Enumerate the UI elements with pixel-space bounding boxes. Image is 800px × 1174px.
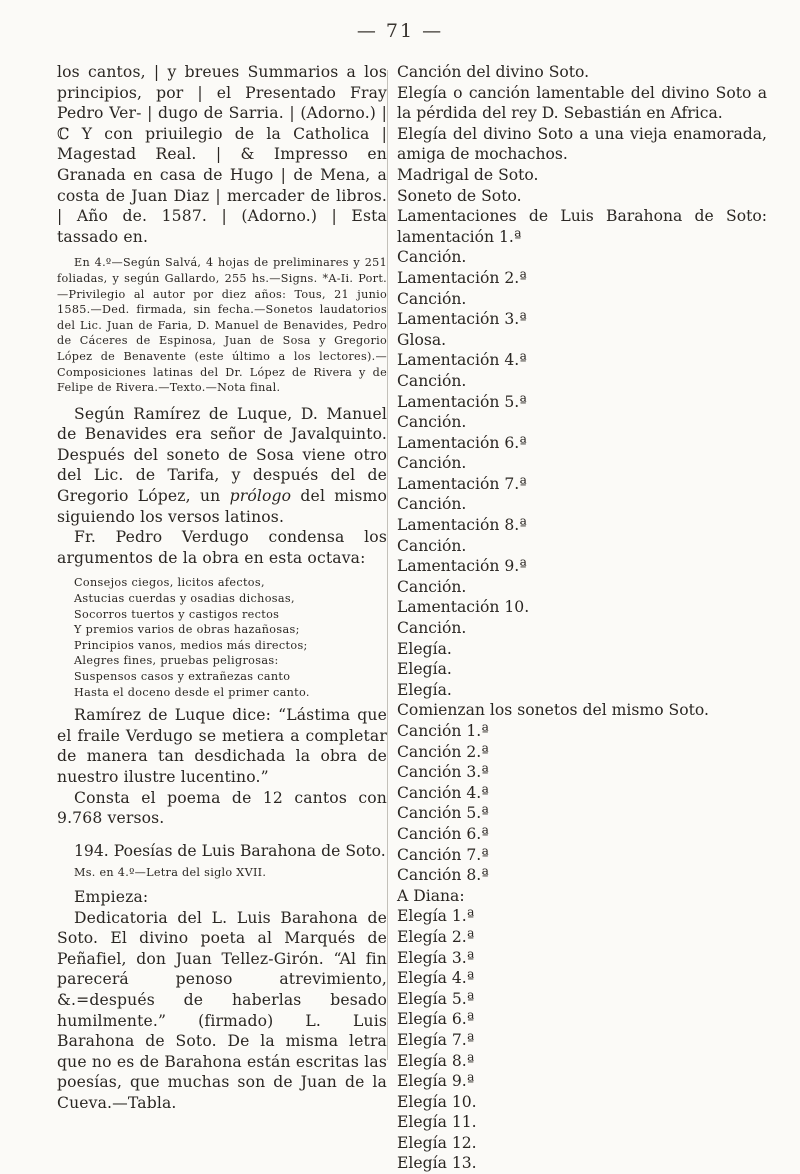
list-item: Canción. <box>397 454 467 473</box>
list-item: Elegía 1.ª <box>397 907 475 926</box>
right-column <box>397 62 767 1174</box>
list-item: Canción. <box>397 413 467 432</box>
verse-line: Astucias cuerdas y osadias dichosas, <box>74 592 295 606</box>
list-item: Canción 8.ª <box>397 866 489 885</box>
list-item: Elegía 4.ª <box>397 969 475 988</box>
paragraph-title-continuation: los cantos, | y breues Summarios a los principios, por | el Presentado Fray Pedro Ver- | dugo de Sarria. | (Adorno.) | ℂ Y con priuilegio de la Catholica | Magestad Real. | & Impresso en Granada en casa de Hugo | de Mena, a costa de Juan Diaz | mercader de libros. | Año de. 1587. | (Adorno.) | Esta tassado en. <box>57 63 387 246</box>
list-item: Elegía. <box>397 660 452 679</box>
list-item: Elegía del divino Soto a una vieja enamorada, amiga de mochachos. <box>397 124 767 164</box>
entry-heading <box>57 841 387 862</box>
list-item: Elegía 13. <box>397 1154 477 1173</box>
list-item: Canción 4.ª <box>397 783 489 802</box>
list-item: Canción. <box>397 371 467 390</box>
verse-line: Socorros tuertos y castigos rectos <box>74 607 280 621</box>
list-item: Elegía 3.ª <box>397 948 475 967</box>
list-item: Canción 2.ª <box>397 742 489 761</box>
list-item: Comienzan los sonetos del mismo Soto. <box>397 701 709 720</box>
entry-number: 194. <box>74 841 109 860</box>
entry-title: Poesías de Luis Barahona de Soto. <box>113 841 386 860</box>
list-item: A Diana: <box>397 886 465 905</box>
list-item: Lamentación 6.ª <box>397 433 527 452</box>
list-item: Elegía. <box>397 680 452 699</box>
list-item: Elegía 11. <box>397 1113 477 1132</box>
list-item: Canción 5.ª <box>397 804 489 823</box>
verse-line: Alegres fines, pruebas peligrosas: <box>74 654 279 668</box>
list-item: Canción 6.ª <box>397 824 489 843</box>
empieza-label: Empieza: <box>74 887 149 906</box>
left-column <box>57 62 387 1113</box>
list-item: Elegía 10. <box>397 1092 477 1111</box>
list-item: Lamentación 5.ª <box>397 392 527 411</box>
list-item: Canción. <box>397 577 467 596</box>
list-item: Canción. <box>397 248 467 267</box>
list-item: Elegía 5.ª <box>397 989 475 1008</box>
list-item: Glosa. <box>397 330 447 349</box>
list-item: Madrigal de Soto. <box>397 165 539 184</box>
list-item: Lamentaciones de Luis Barahona de Soto: lamentación 1.ª <box>397 207 767 246</box>
list-item: Canción 1.ª <box>397 722 489 740</box>
list-item: Elegía 9.ª <box>397 1072 475 1091</box>
paragraph-lastima: Ramírez de Luque dice: “Lástima que el fraile Verdugo se metiera a completar de manera tan desdichada la obra de nuestro ilustre lucentino.” <box>57 706 387 786</box>
paragraph-ramirez-luque-b: del mismo siguiendo los versos latinos. <box>57 487 387 526</box>
verse-line: Consejos ciegos, licitos afectos, <box>74 576 265 590</box>
page-number: — 71 — <box>356 20 444 42</box>
list-item: Canción del divino Soto. <box>397 63 590 81</box>
paragraph-ramirez-luque-italic: prólogo <box>229 487 292 506</box>
verse-line: Hasta el doceno desde el primer canto. <box>74 685 310 699</box>
list-item: Elegía 7.ª <box>397 1030 475 1049</box>
verse-line: Principios vanos, medios más directos; <box>74 638 308 652</box>
list-item: Elegía 2.ª <box>397 927 475 946</box>
list-item: Lamentación 10. <box>397 598 530 617</box>
list-item: Elegía 8.ª <box>397 1051 475 1070</box>
list-item: Elegía 12. <box>397 1133 477 1152</box>
list-item: Canción. <box>397 289 467 308</box>
list-item: Lamentación 3.ª <box>397 310 527 329</box>
list-item: Elegía. <box>397 639 452 658</box>
list-item: Canción. <box>397 619 467 638</box>
list-item: Soneto de Soto. <box>397 186 522 205</box>
list-item: Lamentación 2.ª <box>397 268 527 287</box>
list-item: Canción. <box>397 495 467 514</box>
list-item: Elegía 6.ª <box>397 1010 475 1029</box>
verse-line: Suspensos casos y extrañezas canto <box>74 670 291 683</box>
bibliographic-note: En 4.º—Según Salvá, 4 hojas de preliminares y 251 foliadas, y según Gallardo, 255 hs.—Signs. *A-Ii. Port.—Privilegio al autor por diez años: Tous, 21 junio 1585.—Ded. firmada, sin fecha.—Sonetos laudatorios del Lic. Juan de Faria, D. Manuel de Benavides, Pedro de Cáceres de Espinosa, Juan de Sosa y Gregorio López de Benavente (este último a los lectores).—Composiciones latinas del Dr. López de Rivera y de Felipe de Rivera.—Texto.—Nota final. <box>57 256 387 395</box>
list-item: Lamentación 7.ª <box>397 474 527 493</box>
column-divider <box>387 70 388 1060</box>
paragraph-verdugo-octava-intro: Fr. Pedro Verdugo condensa los argumentos de la obra en esta octava: <box>57 528 387 567</box>
list-item: Lamentación 4.ª <box>397 351 527 370</box>
list-item: Elegía o canción lamentable del divino Soto a la pérdida del rey D. Sebastián en Africa. <box>397 83 767 123</box>
paragraph-ramirez-luque <box>57 404 387 528</box>
verse-line: Y premios varios de obras hazañosas; <box>74 623 300 637</box>
list-item: Canción. <box>397 536 467 555</box>
list-item: Canción 7.ª <box>397 845 489 864</box>
list-item: Lamentación 9.ª <box>397 557 527 576</box>
paragraph-ramirez-luque-a: Según Ramírez de Luque, D. Manuel de Benavides era señor de Javalquinto. Después del soneto de Sosa viene otro del Lic. de Tarifa, y después del de Gregorio López, un <box>57 404 387 506</box>
list-item: Lamentación 8.ª <box>397 516 527 535</box>
paragraph-cantos-versos: Consta el poema de 12 cantos con 9.768 versos. <box>57 788 387 828</box>
manuscript-note: Ms. en 4.º—Letra del siglo XVII. <box>74 866 267 880</box>
paragraph-dedicatoria: Dedicatoria del L. Luis Barahona de Soto. El divino poeta al Marqués de Peñafiel, don Juan Tellez-Girón. “Al fin parecerá penoso atrevimiento, &.=después de haberlas besado humilmente.” (firmado) L. Luis Barahona de Soto. De la misma letra que no es de Barahona están escritas las poesías, que muchas son de Juan de la Cueva.—Tabla. <box>57 908 387 1112</box>
list-item: Canción 3.ª <box>397 763 489 782</box>
octava-verses <box>74 575 387 700</box>
